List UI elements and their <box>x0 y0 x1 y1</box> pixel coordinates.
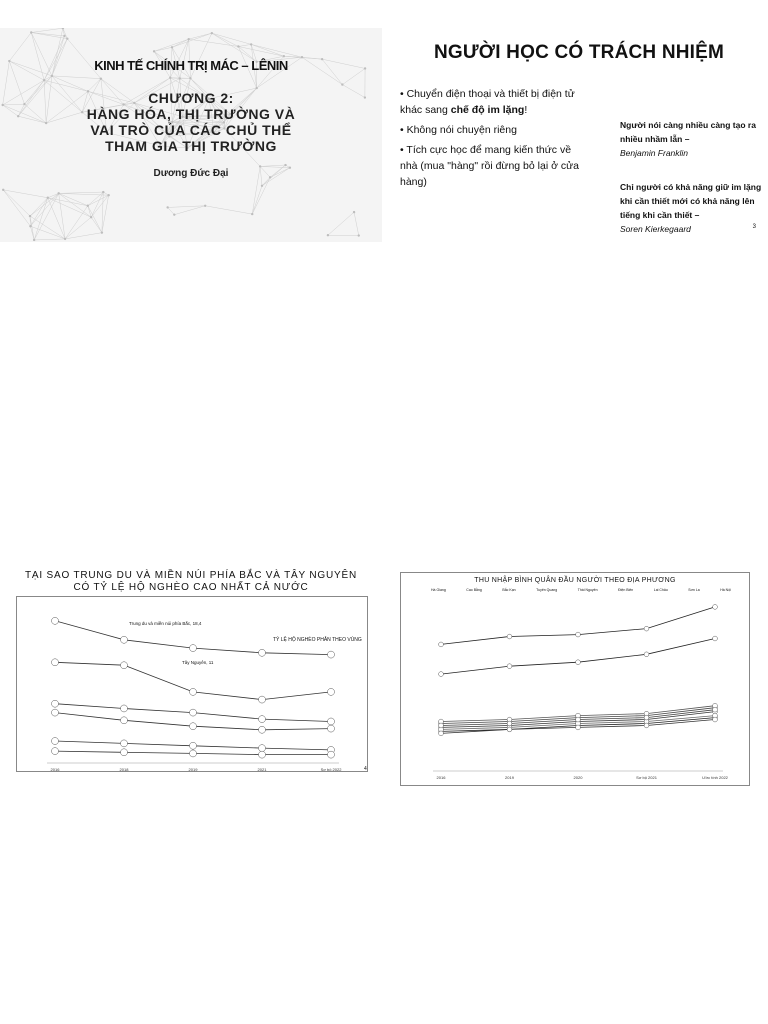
slide-2-responsible-learner <box>390 28 768 242</box>
series-line <box>441 607 715 645</box>
legend-item: Thái Nguyên <box>577 588 598 592</box>
data-point <box>713 717 718 722</box>
chapter-line: HÀNG HÓA, THỊ TRƯỜNG VÀ <box>86 106 296 122</box>
network-line <box>205 206 252 214</box>
network-node <box>358 234 360 236</box>
chapter-line: CHƯƠNG 2: <box>148 90 234 106</box>
network-node <box>66 38 68 40</box>
network-node <box>29 225 31 227</box>
data-point <box>439 672 444 677</box>
network-node <box>107 194 109 196</box>
network-node <box>30 31 32 33</box>
network-line <box>260 165 285 166</box>
legend-item: Tuyên Quang <box>536 588 558 592</box>
network-node <box>102 191 104 193</box>
network-line <box>59 192 104 193</box>
bullet-item: • Không nói chuyện riêng <box>400 122 590 138</box>
network-line <box>154 47 172 51</box>
slide-1-title <box>0 28 382 242</box>
network-node <box>2 189 4 191</box>
page-number: 4 <box>364 766 367 772</box>
data-point <box>713 707 718 712</box>
page-number: 3 <box>752 224 756 230</box>
data-point <box>507 721 512 726</box>
network-node <box>327 234 329 236</box>
x-tick-label: 2016 <box>436 775 446 780</box>
data-point <box>328 751 335 758</box>
data-point <box>507 664 512 669</box>
data-point <box>52 709 59 716</box>
data-point <box>644 626 649 631</box>
data-point <box>644 652 649 657</box>
data-point <box>52 748 59 755</box>
data-point <box>328 718 335 725</box>
poverty-chart-frame <box>16 596 368 772</box>
network-node <box>171 46 173 48</box>
data-point <box>121 749 128 756</box>
data-point <box>439 723 444 728</box>
data-point <box>259 716 266 723</box>
x-tick-label: 2018 <box>119 767 129 771</box>
legend-item: Lai Châu <box>653 588 668 592</box>
network-line <box>212 33 251 44</box>
quote-kierkegaard <box>620 180 762 236</box>
network-line <box>172 39 189 47</box>
network-line <box>30 216 65 239</box>
data-point <box>576 660 581 665</box>
legend-item: Cao Bằng <box>466 588 482 592</box>
data-point <box>507 634 512 639</box>
network-node <box>188 38 190 40</box>
x-tick-label: Ước tính 2022 <box>702 775 728 780</box>
network-node <box>169 77 171 79</box>
network-line <box>91 217 102 232</box>
course-title: KINH TẾ CHÍNH TRỊ MÁC – LÊNIN <box>94 58 288 73</box>
network-line <box>48 198 91 217</box>
network-line <box>189 33 212 39</box>
quote-author: Benjamin Franklin <box>620 148 689 158</box>
network-line <box>34 198 48 240</box>
network-line <box>252 177 270 214</box>
bullet-list <box>400 86 590 194</box>
slide-3-poverty-rate <box>0 560 382 774</box>
network-node <box>173 213 175 215</box>
legend-item: Hà Nội <box>720 588 731 592</box>
network-node <box>100 77 102 79</box>
income-chart-frame <box>400 572 750 786</box>
network-line <box>328 212 354 235</box>
network-node <box>33 239 35 241</box>
legend-item: Hà Giang <box>431 588 446 592</box>
chart-title: TỶ LỆ HỘ NGHÈO PHÂN THEO VÙNG <box>273 637 362 643</box>
network-node <box>90 216 92 218</box>
network-line <box>252 186 262 214</box>
network-line <box>354 212 359 235</box>
bullet-text: ! <box>524 104 528 116</box>
network-line <box>65 217 91 239</box>
network-node <box>261 185 263 187</box>
data-point <box>52 659 59 666</box>
data-point <box>259 649 266 656</box>
chart-title: THU NHẬP BÌNH QUÂN ĐẦU NGƯỜI THEO ĐỊA PHƯƠNG <box>474 577 676 584</box>
network-node <box>43 79 45 81</box>
data-point <box>52 617 59 624</box>
data-point <box>259 696 266 703</box>
x-tick-label: 2019 <box>188 767 198 771</box>
network-node <box>51 75 53 77</box>
data-point <box>190 709 197 716</box>
bullet-item <box>400 86 590 118</box>
network-node <box>153 50 155 52</box>
series-line <box>441 639 715 675</box>
network-line <box>31 28 63 32</box>
slide-title <box>0 570 382 594</box>
data-point <box>121 740 128 747</box>
x-tick-label: 2019 <box>505 775 514 780</box>
network-line <box>9 32 31 61</box>
network-node <box>353 211 355 213</box>
data-point <box>121 662 128 669</box>
network-node <box>64 238 66 240</box>
x-tick-label: 2020 <box>573 775 583 780</box>
data-point <box>328 688 335 695</box>
data-point <box>644 715 649 720</box>
data-point <box>713 636 718 641</box>
bullet-text: Chuyển điện thoại và thiết bị điện tử khác sang <box>400 88 575 116</box>
network-node <box>29 215 31 217</box>
data-point <box>190 688 197 695</box>
network-line <box>48 198 65 239</box>
network-node <box>204 205 206 207</box>
data-point <box>190 645 197 652</box>
legend-item: Bắc Kạn <box>502 588 516 592</box>
data-point <box>328 725 335 732</box>
income-chart <box>401 573 749 785</box>
network-node <box>62 28 64 29</box>
title-line: CÓ TỶ LỆ HỘ NGHÈO CAO NHẤT CẢ NƯỚC <box>73 582 309 593</box>
network-line <box>34 239 65 240</box>
network-line <box>48 198 88 206</box>
network-node <box>284 164 286 166</box>
network-node <box>57 192 59 194</box>
network-node <box>237 45 239 47</box>
network-line <box>52 76 101 79</box>
quote-text: Chỉ người có khả năng giữ im lặng khi cần thiết mới có khả năng lên tiếng khi cần thiết – <box>620 182 762 220</box>
network-node <box>179 77 181 79</box>
x-tick-label: Sơ bộ 2022 <box>320 767 342 771</box>
network-node <box>63 35 65 37</box>
data-point <box>259 726 266 733</box>
network-node <box>47 197 49 199</box>
bullet-emphasis: chế độ im lặng <box>450 104 525 116</box>
data-point <box>121 717 128 724</box>
network-line <box>30 193 59 216</box>
data-point <box>190 742 197 749</box>
data-point <box>507 727 512 732</box>
x-tick-label: Sơ bộ 2021 <box>636 775 657 780</box>
chapter-title <box>0 90 382 154</box>
network-line <box>30 193 58 226</box>
network-line <box>168 207 175 214</box>
data-point <box>576 717 581 722</box>
chapter-line: THAM GIA THỊ TRƯỜNG <box>105 138 277 154</box>
network-node <box>255 87 257 89</box>
slide-title: NGƯỜI HỌC CÓ TRÁCH NHIỆM <box>433 42 725 63</box>
data-point <box>439 731 444 736</box>
network-node <box>87 205 89 207</box>
data-point <box>259 745 266 752</box>
title-line: TẠI SAO TRUNG DU VÀ MIỀN NÚI PHÍA BẮC VÀ TÂY NGUYÊN <box>25 570 357 581</box>
data-point <box>121 636 128 643</box>
legend-item: Sơn La <box>688 588 700 592</box>
data-label-second: Tây Nguyên, 11 <box>182 660 214 665</box>
quote-author: Soren Kierkegaard <box>620 224 691 234</box>
slide-4-income <box>400 572 750 786</box>
network-line <box>31 32 44 80</box>
network-node <box>211 32 213 34</box>
network-line <box>63 28 67 39</box>
network-node <box>251 213 253 215</box>
legend-item: Điện Biên <box>618 588 634 592</box>
network-line <box>238 44 251 46</box>
quote-franklin <box>620 118 762 160</box>
network-line <box>3 190 30 226</box>
author-name: Dương Đức Đại <box>153 168 229 179</box>
data-point <box>52 700 59 707</box>
network-node <box>250 43 252 45</box>
data-point <box>644 723 649 728</box>
network-node <box>189 77 191 79</box>
network-line <box>65 233 102 239</box>
quote-text: Người nói càng nhiều càng tạo ra nhiều nhầm lẫn – <box>620 120 756 144</box>
data-label-top: Trung du và miền núi phía Bắc, 18,4 <box>129 621 202 626</box>
network-node <box>166 206 168 208</box>
data-point <box>121 705 128 712</box>
data-point <box>576 725 581 730</box>
data-point <box>713 604 718 609</box>
data-point <box>328 651 335 658</box>
data-point <box>52 738 59 745</box>
data-point <box>576 632 581 637</box>
network-node <box>341 83 343 85</box>
data-point <box>259 751 266 758</box>
network-node <box>101 231 103 233</box>
bullet-item: • Tích cực học để mang kiến thức về nhà (mua "hàng" rồi đừng bỏ lại ở cửa hàng) <box>400 142 590 190</box>
network-line <box>30 198 48 216</box>
data-point <box>190 750 197 757</box>
x-tick-label: 2016 <box>50 767 60 771</box>
x-tick-label: 2021 <box>257 767 267 771</box>
data-point <box>190 723 197 730</box>
chapter-line: VAI TRÒ CỦA CÁC CHỦ THỂ <box>90 122 292 138</box>
network-line <box>30 216 34 240</box>
data-point <box>439 642 444 647</box>
